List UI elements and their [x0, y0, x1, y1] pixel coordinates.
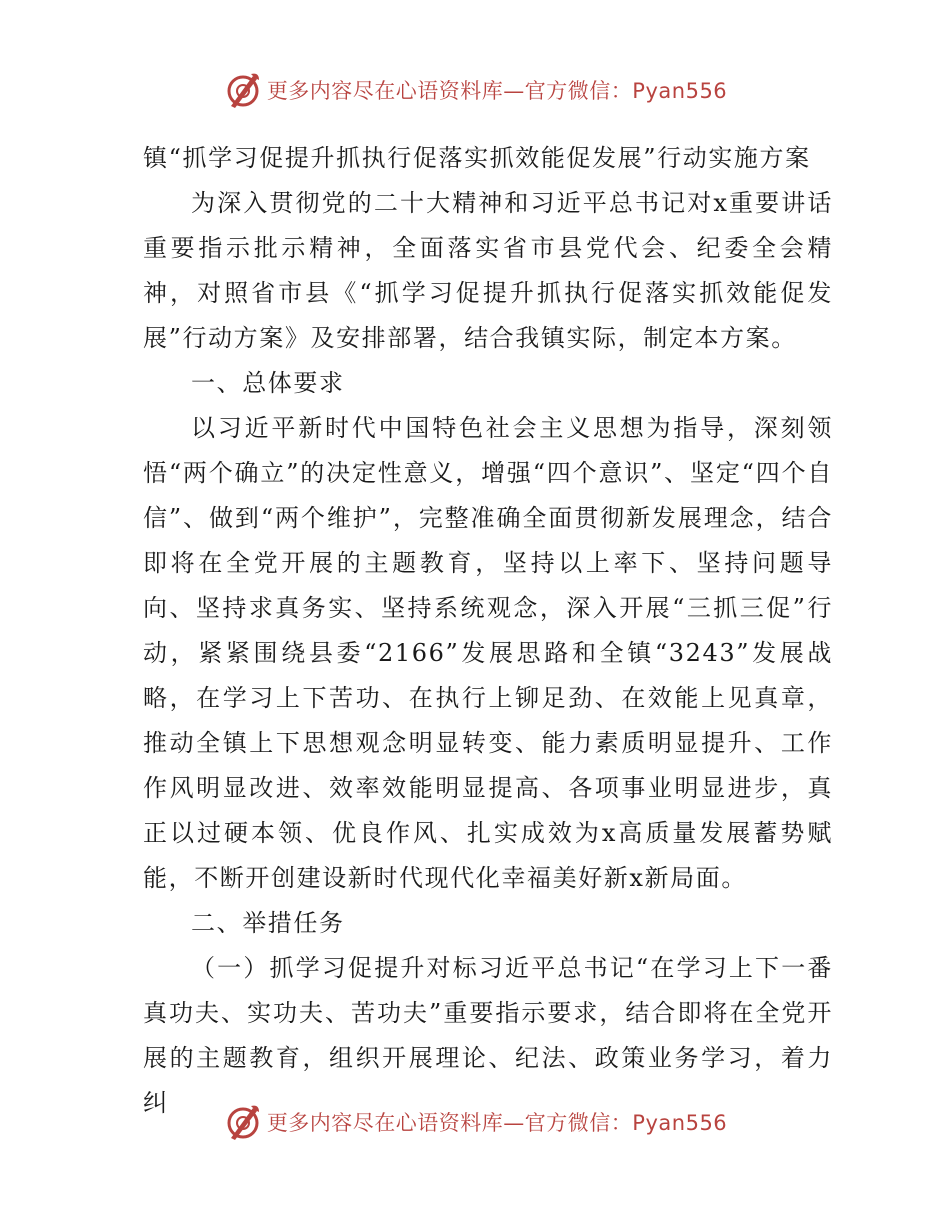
- banner-text: 更多内容尽在心语资料库—官方微信：Pyan556: [266, 79, 728, 103]
- footer-watermark-banner: [0, 1100, 950, 1144]
- general-requirements-paragraph: 以习近平新时代中国特色社会主义思想为指导，深刻领悟“两个确立”的决定性意义，增强“四个意识”、坚定“四个自信”、做到“两个维护”，完整准确全面贯彻新发展理念，结合即将在全党开展的主题教育，坚持以上率下、坚持问题导向、坚持求真务实、坚持系统观念，深入开展“三抓三促”行动，紧紧围绕县委“2166”发展思路和全镇“3243”发展战略，在学习上下苦功、在执行上铆足劲、在效能上见真章，推动全镇上下思想观念明显转变、能力素质明显提升、工作作风明显改进、效率效能明显提高、各项事业明显进步，真正以过硬本领、优良作风、扎实成效为x高质量发展蓄势赋能，不断开创建设新时代现代化幸福美好新x新局面。: [143, 414, 833, 892]
- quill-pen-logo-icon: [223, 1102, 263, 1142]
- section-heading-general-requirements: 一、总体要求: [191, 369, 345, 397]
- document-body: [143, 136, 833, 1126]
- measures-item-1-paragraph: （一）抓学习促提升对标习近平总书记“在学习上下一番真功夫、实功夫、苦功夫”重要指示要求，结合即将在全党开展的主题教育，组织开展理论、纪法、政策业务学习，着力纠: [143, 954, 833, 1117]
- banner-text: 更多内容尽在心语资料库—官方微信：Pyan556: [266, 1111, 728, 1135]
- intro-paragraph: 为深入贯彻党的二十大精神和习近平总书记对x重要讲话重要指示批示精神，全面落实省市县党代会、纪委全会精神，对照省市县《“抓学习促提升抓执行促落实抓效能促发展”行动方案》及安排部署，结合我镇实际，制定本方案。: [143, 189, 833, 352]
- quill-pen-logo-icon: [223, 70, 263, 110]
- header-watermark-banner: [0, 68, 950, 112]
- document-title: 镇“抓学习促提升抓执行促落实抓效能促发展”行动实施方案: [143, 144, 811, 172]
- section-heading-measures-tasks: 二、举措任务: [191, 909, 345, 937]
